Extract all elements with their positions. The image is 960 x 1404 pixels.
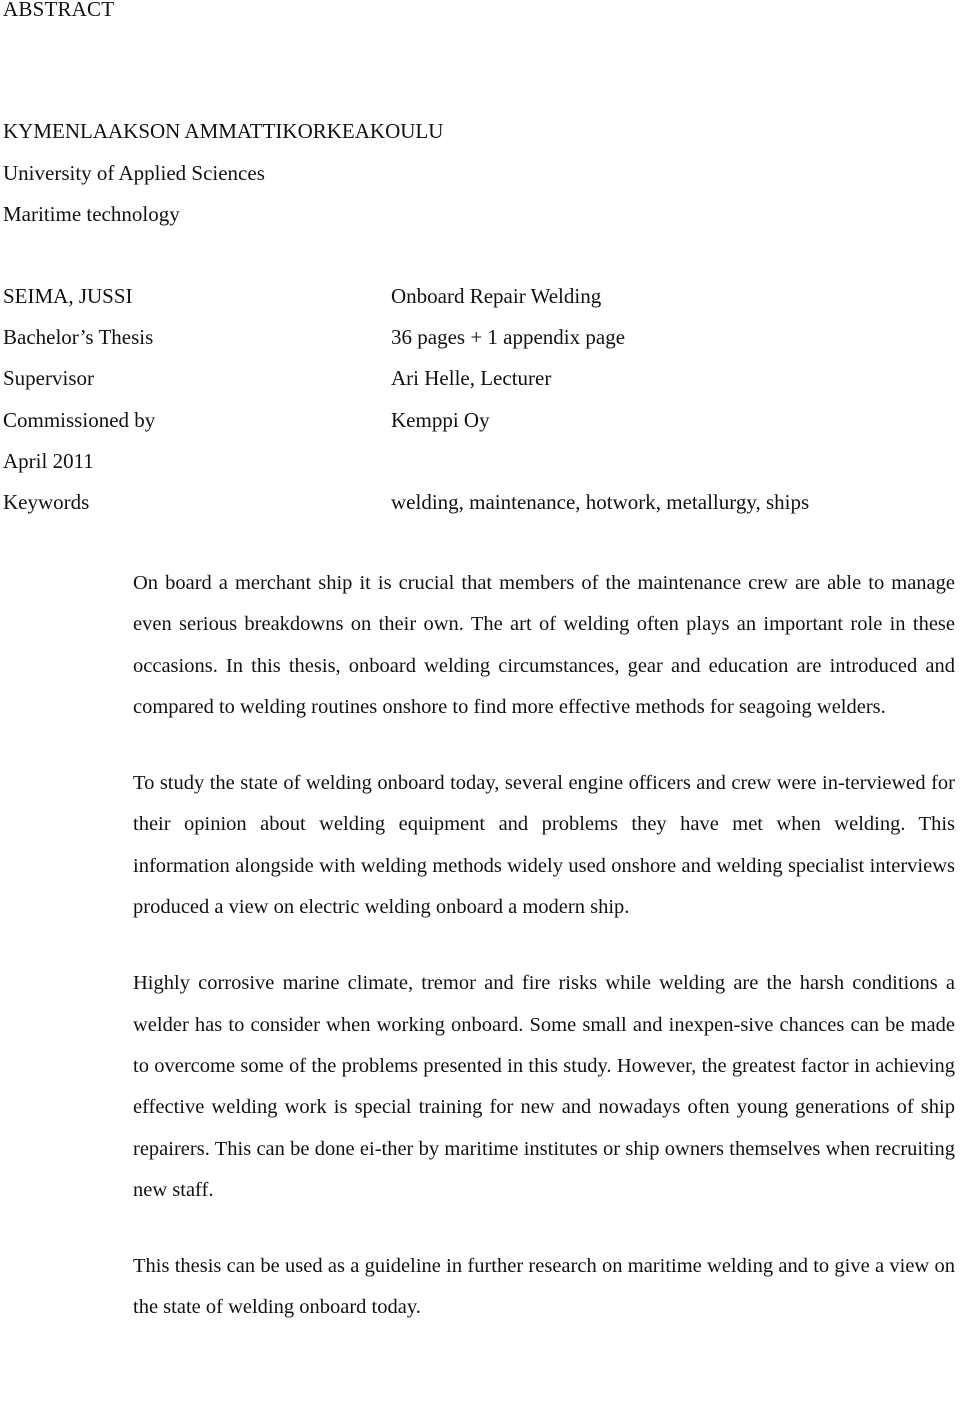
thesis-title: Onboard Repair Welding — [391, 284, 602, 308]
author-name: SEIMA, JUSSI — [3, 284, 133, 308]
abstract-paragraph: This thesis can be used as a guideline in further research on maritime welding and to give a view on the state of welding onboard today. — [133, 1255, 955, 1319]
keywords-label: Keywords — [3, 489, 90, 514]
thesis-metadata-table — [3, 276, 943, 523]
metadata-row-date — [3, 441, 943, 482]
page-count: 36 pages + 1 appendix page — [391, 325, 626, 350]
abstract-paragraph: On board a merchant ship it is crucial that members of the maintenance crew are able to manage even serious breakdowns on their own. The art of welding often plays an important role in these occasions. In this thesis, onboard welding circumstances, gear and education are introduced and compared to welding routines onshore to find more effective methods for seagoing welders. — [133, 572, 955, 718]
page-heading: ABSTRACT — [3, 0, 115, 21]
institution-block — [3, 111, 443, 236]
metadata-row-commissioner — [3, 400, 943, 441]
institution-name: KYMENLAAKSON AMMATTIKORKEAKOULU — [3, 119, 444, 143]
thesis-date: April 2011 — [3, 448, 94, 473]
degree-program: Maritime technology — [3, 202, 180, 226]
commissioned-by-value: Kemppi Oy — [391, 407, 490, 432]
commissioned-by-label: Commissioned by — [3, 407, 156, 432]
supervisor-value: Ari Helle, Lecturer — [391, 366, 552, 391]
metadata-row-supervisor — [3, 358, 943, 399]
metadata-row-keywords — [3, 482, 943, 523]
abstract-paragraph: To study the state of welding onboard today, several engine officers and crew were in-terviewed for their opinion about welding equipment and problems they have met when welding. This information alongside with welding methods widely used onshore and welding specialist interviews produced a view on electric welding onboard a modern ship. — [133, 772, 955, 919]
abstract-body — [133, 563, 955, 1329]
metadata-row-type — [3, 317, 943, 358]
supervisor-label: Supervisor — [3, 366, 94, 391]
institution-subtitle: University of Applied Sciences — [3, 160, 265, 185]
metadata-row-author — [3, 276, 943, 317]
thesis-type: Bachelor’s Thesis — [3, 325, 154, 350]
abstract-paragraph: Highly corrosive marine climate, tremor and fire risks while welding are the harsh conditions a welder has to consider when working onboard. Some small and inexpen-sive chances can be made to overcome some of the problems presented in this study. However, the greatest factor in achieving effective welding work is special training for new and nowadays often young generations of ship repairers. This can be done ei-ther by maritime institutes or ship owners themselves when recruiting new staff. — [133, 972, 955, 1201]
keywords-value: welding, maintenance, hotwork, metallurgy, ships — [391, 489, 810, 514]
